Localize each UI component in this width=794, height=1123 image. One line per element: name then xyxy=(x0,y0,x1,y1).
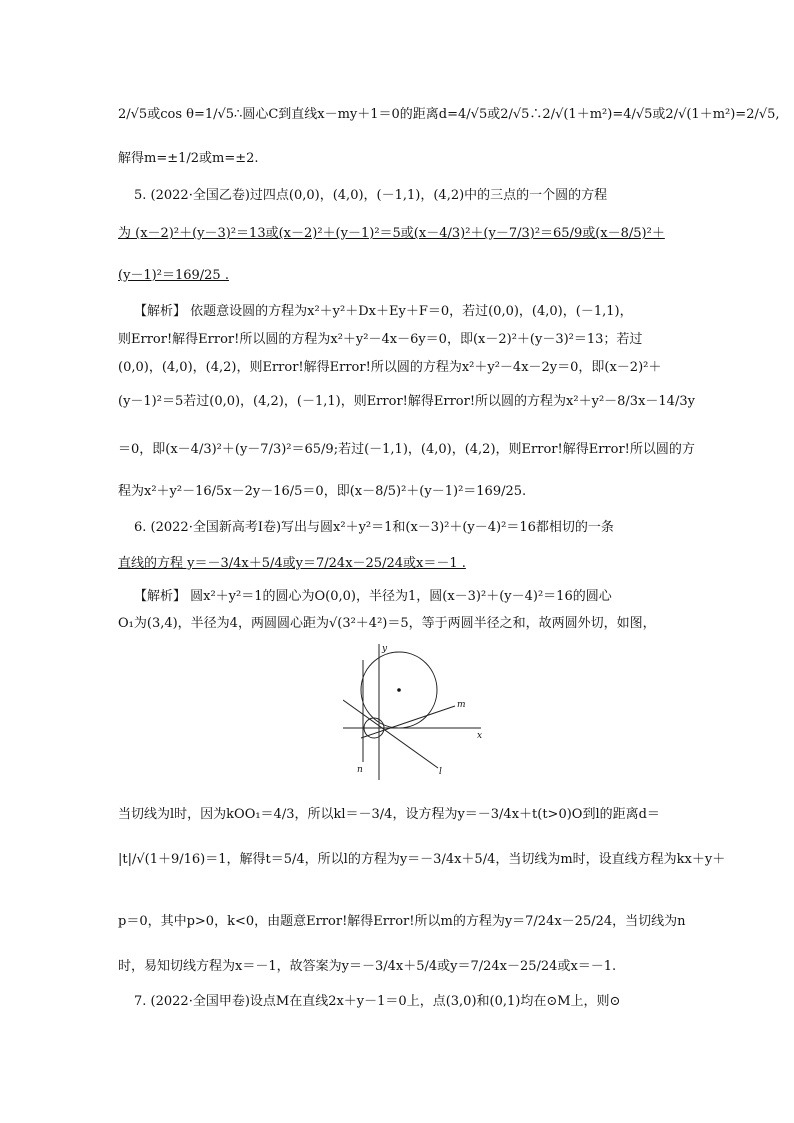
line-m xyxy=(361,706,455,738)
l-label: l xyxy=(439,767,442,777)
analysis-6-line-1: 【解析】 圆x²＋y²＝1的圆心为O(0,0)，半径为1，圆(x－3)²＋(y－4)²＝16的圆心 xyxy=(134,589,612,604)
analysis-6-line-4: |t|/√(1＋9/16)＝1，解得t＝5/4，所以l的方程为y＝－3/4x＋5/4，当切线为m时，设直线方程为kx＋y＋ xyxy=(118,852,726,867)
analysis-5-line-4: (y－1)²＝5若过(0,0)，(4,2)，(－1,1)，则Error!解得Error!所以圆的方程为x²＋y²－8/3x－14/3y xyxy=(118,394,695,409)
problem-6-answer: 直线的方程 y＝－3/4x＋5/4或y＝7/24x－25/24或x＝－1 . xyxy=(118,556,466,571)
analysis-6-line-3: 当切线为l时，因为kOO₁＝4/3，所以kl＝－3/4，设方程为y＝－3/4x＋t(t>0)O到l的距离d＝ xyxy=(118,807,660,822)
analysis-5-line-3: (0,0)，(4,0)，(4,2)，则Error!解得Error!所以圆的方程为x²＋y²－4x－2y＝0，即(x－2)²＋ xyxy=(118,360,662,375)
analysis-6-line-2: O₁为(3,4)，半径为4，两圆圆心距为√(3²＋4²)＝5，等于两圆半径之和，故两圆外切，如图， xyxy=(118,616,656,631)
problem-6-stem: 6. (2022·全国新高考Ⅰ卷)写出与圆x²＋y²＝1和(x－3)²＋(y－4)²＝16都相切的一条 xyxy=(134,520,614,535)
analysis-5-line-6: 程为x²＋y²－16/5x－2y－16/5＝0，即(x－8/5)²＋(y－1)²＝169/25. xyxy=(118,484,527,499)
y-label: y xyxy=(382,644,388,654)
center-dot xyxy=(397,688,401,692)
problem-5-stem: 5. (2022·全国乙卷)过四点(0,0)，(4,0)，(－1,1)，(4,2)中的三点的一个圆的方程 xyxy=(134,188,608,203)
analysis-6-line-5: p＝0，其中p>0，k<0，由题意Error!解得Error!所以m的方程为y＝7/24x－25/24，当切线为n xyxy=(118,914,686,929)
m-label: m xyxy=(457,700,466,710)
analysis-6-line-6: 时，易知切线方程为x＝－1，故答案为y＝－3/4x＋5/4或y＝7/24x－25/24或x＝－1. xyxy=(118,959,617,974)
analysis-5-line-1: 【解析】 依题意设圆的方程为x²＋y²＋Dx＋Ey＋F＝0，若过(0,0)，(4,0)，(－1,1)， xyxy=(134,304,633,319)
x-label: x xyxy=(477,731,483,741)
analysis-5-line-5: ＝0，即(x－4/3)²＋(y－7/3)²＝65/9;若过(－1,1)，(4,0)，(4,2)，则Error!解得Error!所以圆的方 xyxy=(118,442,695,457)
circles-tangent-figure xyxy=(343,640,493,780)
problem-5-answer-1: 为 (x－2)²＋(y－3)²＝13或(x－2)²＋(y－1)²＝5或(x－4/3)²＋(y－7/3)²＝65/9或(x－8/5)²＋ xyxy=(118,226,665,241)
problem-7-stem: 7. (2022·全国甲卷)设点M在直线2x＋y－1＝0上，点(3,0)和(0,1)均在⊙M上，则⊙ xyxy=(134,994,621,1009)
problem-5-answer-2: (y－1)²＝169/25 . xyxy=(118,268,229,283)
n-label: n xyxy=(357,765,363,775)
line-2: 解得m=±1/2或m=±2. xyxy=(118,151,259,166)
analysis-5-line-2: 则Error!解得Error!所以圆的方程为x²＋y²－4x－6y＝0，即(x－2)²＋(y－3)²＝13；若过 xyxy=(118,332,643,347)
line-1: 2/√5或cos θ=1/√5∴圆心C到直线x－my＋1＝0的距离d=4/√5或2/√5∴2/√(1＋m²)=4/√5或2/√(1＋m²)=2/√5, xyxy=(118,107,780,122)
line-l xyxy=(343,700,438,768)
